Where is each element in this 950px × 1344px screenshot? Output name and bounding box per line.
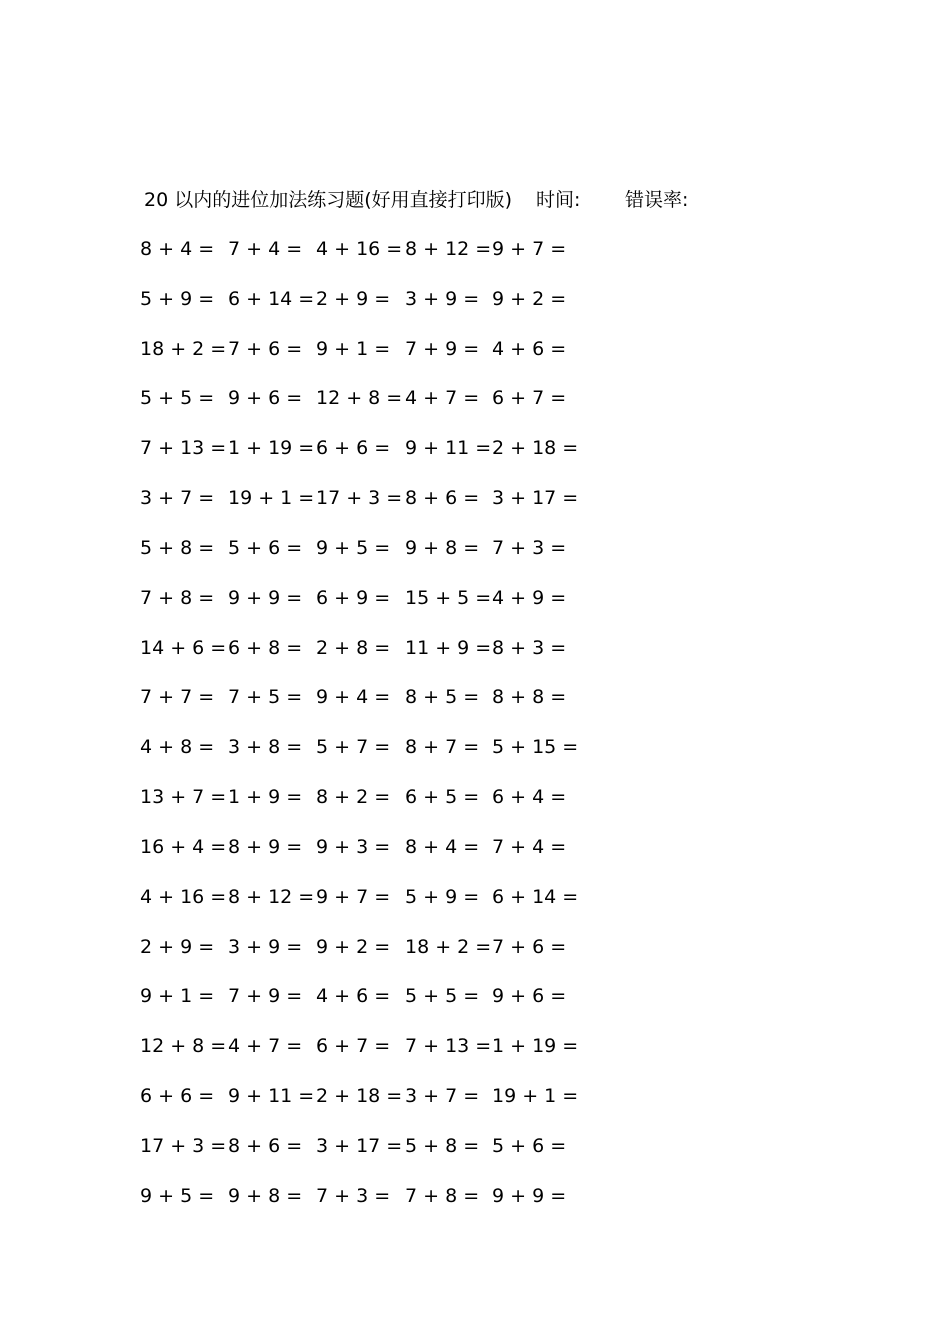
addition-problem: 5 + 7 = [316,736,391,759]
addition-problem: 8 + 7 = [405,736,480,759]
addition-problem: 15 + 5 = [405,586,492,609]
addition-problem: 9 + 1 = [140,985,215,1008]
addition-problem: 7 + 9 = [405,337,480,360]
problem-row [140,582,604,632]
addition-problem: 17 + 3 = [140,1134,227,1157]
addition-problem: 1 + 19 = [492,1035,579,1058]
addition-problem: 5 + 6 = [492,1134,567,1157]
addition-problem: 3 + 8 = [228,736,303,759]
addition-problem: 9 + 6 = [492,985,567,1008]
problem-row [140,382,604,432]
addition-problem: 7 + 3 = [492,536,567,559]
addition-problem: 9 + 11 = [405,437,492,460]
addition-problem: 16 + 4 = [140,835,227,858]
addition-problem: 7 + 5 = [228,686,303,709]
problem-row [140,333,604,383]
problem-row [140,781,604,831]
addition-problem: 3 + 7 = [140,487,215,510]
problem-row [140,980,604,1030]
addition-problem: 6 + 4 = [492,786,567,809]
problem-row [140,482,604,532]
addition-problem: 6 + 5 = [405,786,480,809]
addition-problem: 17 + 3 = [316,487,403,510]
addition-problem: 8 + 9 = [228,835,303,858]
addition-problem: 7 + 8 = [140,586,215,609]
addition-problem: 6 + 8 = [228,636,303,659]
addition-problem: 4 + 8 = [140,736,215,759]
addition-problem: 7 + 8 = [405,1184,480,1207]
addition-problem: 7 + 4 = [492,835,567,858]
addition-problem: 9 + 8 = [405,536,480,559]
addition-problem: 9 + 7 = [316,885,391,908]
addition-problem: 8 + 12 = [228,885,315,908]
problem-row [140,681,604,731]
addition-problem: 9 + 6 = [228,387,303,410]
problem-row [140,1030,604,1080]
problem-grid [140,233,604,1230]
addition-problem: 7 + 6 = [492,935,567,958]
addition-problem: 9 + 5 = [316,536,391,559]
addition-problem: 9 + 3 = [316,835,391,858]
addition-problem: 8 + 12 = [405,238,492,260]
addition-problem: 2 + 18 = [316,1085,403,1108]
problem-row [140,632,604,682]
addition-problem: 8 + 5 = [405,686,480,709]
addition-problem: 19 + 1 = [492,1085,579,1108]
addition-problem: 4 + 9 = [492,586,567,609]
addition-problem: 6 + 14 = [492,885,579,908]
addition-problem: 8 + 2 = [316,786,391,809]
addition-problem: 9 + 2 = [492,287,567,310]
addition-problem: 12 + 8 = [140,1035,227,1058]
addition-problem: 6 + 7 = [316,1035,391,1058]
addition-problem: 5 + 8 = [405,1134,480,1157]
addition-problem: 18 + 2 = [405,935,492,958]
addition-problem: 6 + 14 = [228,287,315,310]
addition-problem: 7 + 13 = [140,437,227,460]
problem-row [140,532,604,582]
addition-problem: 5 + 15 = [492,736,579,759]
addition-problem: 7 + 6 = [228,337,303,360]
addition-problem: 1 + 19 = [228,437,315,460]
addition-problem: 7 + 9 = [228,985,303,1008]
problem-row [140,432,604,482]
addition-problem: 7 + 3 = [316,1184,391,1207]
addition-problem: 5 + 5 = [140,387,215,410]
addition-problem: 9 + 2 = [316,935,391,958]
addition-problem: 9 + 8 = [228,1184,303,1207]
addition-problem: 4 + 7 = [228,1035,303,1058]
addition-problem: 8 + 3 = [492,636,567,659]
addition-problem: 8 + 8 = [492,686,567,709]
problem-row [140,1080,604,1130]
problem-row [140,881,604,931]
time-label: 时间: [536,189,581,211]
worksheet-title: 20 以内的进位加法练习题(好用直接打印版) [144,189,513,211]
addition-problem: 6 + 6 = [140,1085,215,1108]
addition-problem: 3 + 7 = [405,1085,480,1108]
addition-problem: 2 + 9 = [140,935,215,958]
addition-problem: 8 + 4 = [405,835,480,858]
addition-problem: 9 + 1 = [316,337,391,360]
addition-problem: 2 + 18 = [492,437,579,460]
addition-problem: 6 + 7 = [492,387,567,410]
addition-problem: 5 + 9 = [405,885,480,908]
addition-problem: 13 + 7 = [140,786,227,809]
addition-problem: 11 + 9 = [405,636,492,659]
addition-problem: 12 + 8 = [316,387,403,410]
addition-problem: 7 + 4 = [228,238,303,260]
error-rate-label: 错误率: [625,189,689,211]
addition-problem: 5 + 5 = [405,985,480,1008]
addition-problem: 4 + 7 = [405,387,480,410]
addition-problem: 9 + 4 = [316,686,391,709]
addition-problem: 4 + 6 = [316,985,391,1008]
addition-problem: 7 + 7 = [140,686,215,709]
problem-row [140,1180,604,1230]
problem-row [140,1130,604,1180]
problem-row [140,931,604,981]
problem-row [140,233,604,283]
addition-problem: 5 + 9 = [140,287,215,310]
addition-problem: 8 + 6 = [405,487,480,510]
addition-problem: 3 + 9 = [228,935,303,958]
addition-problem: 9 + 9 = [228,586,303,609]
addition-problem: 5 + 8 = [140,536,215,559]
addition-problem: 14 + 6 = [140,636,227,659]
addition-problem: 8 + 4 = [140,238,215,260]
problem-row [140,283,604,333]
addition-problem: 6 + 6 = [316,437,391,460]
addition-problem: 2 + 8 = [316,636,391,659]
addition-problem: 3 + 9 = [405,287,480,310]
addition-problem: 6 + 9 = [316,586,391,609]
addition-problem: 4 + 16 = [140,885,227,908]
addition-problem: 9 + 7 = [492,238,567,260]
addition-problem: 3 + 17 = [316,1134,403,1157]
addition-problem: 9 + 11 = [228,1085,315,1108]
addition-problem: 9 + 5 = [140,1184,215,1207]
addition-problem: 2 + 9 = [316,287,391,310]
addition-problem: 18 + 2 = [140,337,227,360]
addition-problem: 1 + 9 = [228,786,303,809]
addition-problem: 19 + 1 = [228,487,315,510]
addition-problem: 8 + 6 = [228,1134,303,1157]
addition-problem: 7 + 13 = [405,1035,492,1058]
addition-problem: 4 + 6 = [492,337,567,360]
addition-problem: 5 + 6 = [228,536,303,559]
problem-row [140,831,604,881]
problem-row [140,731,604,781]
addition-problem: 4 + 16 = [316,238,403,260]
addition-problem: 3 + 17 = [492,487,579,510]
addition-problem: 9 + 9 = [492,1184,567,1207]
